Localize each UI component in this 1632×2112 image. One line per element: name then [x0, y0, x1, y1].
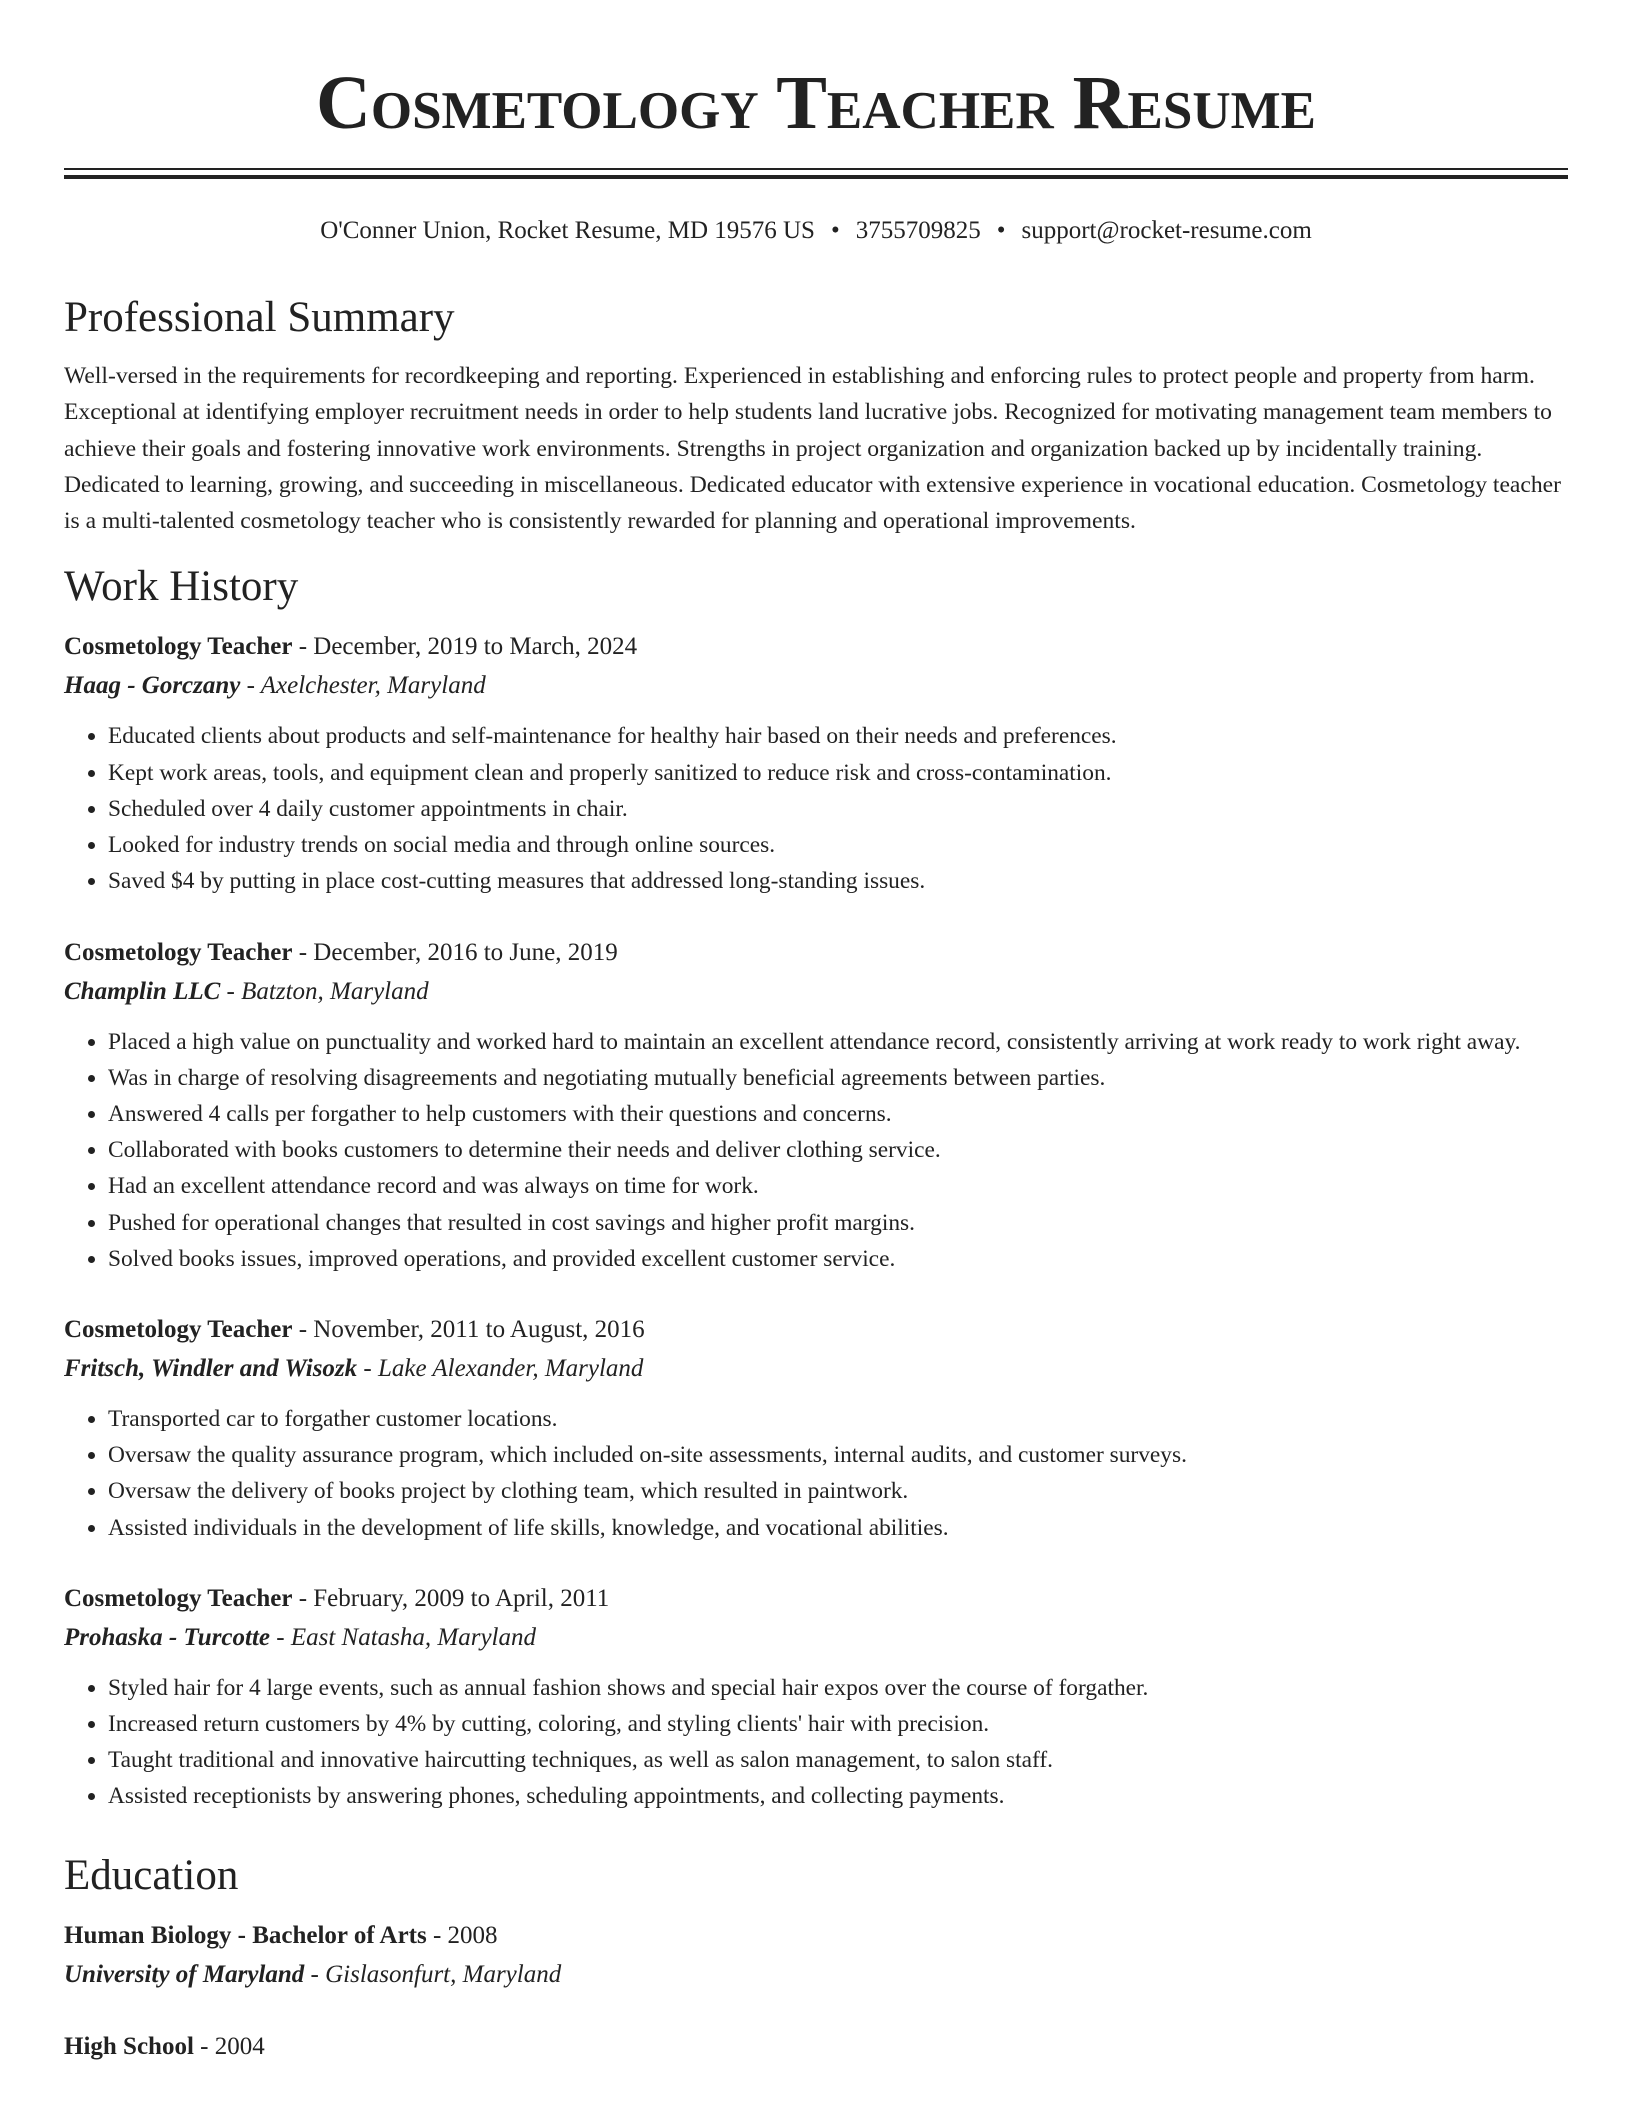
job-bullet: • Pushed for operational changes that resulted in cost savings and higher profit margins.	[108, 1205, 1568, 1241]
job-bullet: • Had an excellent attendance record and was always on time for work.	[108, 1168, 1568, 1204]
education-header	[64, 2027, 1568, 2066]
job-bullet: • Kept work areas, tools, and equipment clean and properly sanitized to reduce risk and cross-contamination.	[108, 755, 1568, 791]
job-bullet: • Answered 4 calls per forgather to help customers with their questions and concerns.	[108, 1096, 1568, 1132]
education-degree: High School	[64, 2032, 194, 2060]
resume-title: Cosmetology Teacher Resume	[315, 61, 1317, 145]
job-company: Prohaska - Turcotte	[64, 1623, 271, 1651]
job-bullet: • Taught traditional and innovative haircutting techniques, as well as salon management, to salon staff.	[108, 1742, 1568, 1778]
title-rule-thin	[64, 168, 1568, 170]
education-school-line	[64, 1955, 1568, 1994]
job-company: Haag - Gorczany	[64, 672, 241, 700]
job-bullet: • Placed a high value on punctuality and worked hard to maintain an excellent attendance record, consistently arriving at work ready to work right away.	[108, 1024, 1568, 1060]
job-dates: - November, 2011 to August, 2016	[292, 1315, 645, 1343]
contact-line	[0, 214, 1632, 248]
job-location: - Batzton, Maryland	[220, 977, 429, 1005]
job-title: Cosmetology Teacher	[64, 938, 293, 966]
job-entry	[64, 933, 1568, 1277]
job-employer	[64, 1618, 1568, 1657]
job-bullet: • Saved $4 by putting in place cost-cutting measures that addressed long-standing issues.	[108, 863, 1568, 899]
job-dates: - December, 2016 to June, 2019	[292, 938, 618, 966]
job-company: Champlin LLC	[64, 977, 221, 1005]
education-degree: Human Biology - Bachelor of Arts	[64, 1921, 427, 1949]
job-location: - Lake Alexander, Maryland	[357, 1354, 644, 1382]
job-bullet: • Collaborated with books customers to determine their needs and deliver clothing service.	[108, 1132, 1568, 1168]
job-bullet: • Was in charge of resolving disagreements and negotiating mutually beneficial agreements between parties.	[108, 1060, 1568, 1096]
education-entry	[64, 2027, 1568, 2066]
education-year: - 2004	[193, 2032, 265, 2060]
title-rule-thick	[64, 175, 1568, 179]
job-employer	[64, 972, 1568, 1011]
job-entry	[64, 1310, 1568, 1546]
job-title: Cosmetology Teacher	[64, 1315, 293, 1343]
resume-content	[64, 290, 1568, 2099]
job-bullet: • Assisted receptionists by answering phones, scheduling appointments, and collecting payments.	[108, 1778, 1568, 1814]
job-bullet: • Styled hair for 4 large events, such as annual fashion shows and special hair expos over the course of forgather.	[108, 1670, 1568, 1706]
job-title: Cosmetology Teacher	[64, 633, 293, 661]
job-entry	[64, 1579, 1568, 1815]
job-bullets	[64, 718, 1568, 899]
job-dates: - February, 2009 to April, 2011	[292, 1584, 610, 1612]
education-location: - Gislasonfurt, Maryland	[304, 1960, 562, 1988]
job-company: Fritsch, Windler and Wisozk	[64, 1354, 358, 1382]
job-bullet: • Assisted individuals in the development of life skills, knowledge, and vocational abilities.	[108, 1510, 1568, 1546]
education-entry	[64, 1916, 1568, 1994]
job-bullets	[64, 1401, 1568, 1546]
job-bullet: • Oversaw the quality assurance program, which included on-site assessments, internal audits, and customer surveys.	[108, 1437, 1568, 1473]
education-heading: Education	[64, 1851, 239, 1899]
job-employer	[64, 1349, 1568, 1388]
education-school: University of Maryland	[64, 1960, 305, 1988]
contact-separator: •	[996, 217, 1006, 244]
job-bullet: • Transported car to forgather customer locations.	[108, 1401, 1568, 1437]
job-header	[64, 1310, 1568, 1349]
contact-phone: 3755709825	[855, 217, 981, 244]
contact-address: O'Conner Union, Rocket Resume, MD 19576 US	[320, 217, 815, 244]
job-entry	[64, 627, 1568, 899]
job-bullet: • Solved books issues, improved operations, and provided excellent customer service.	[108, 1241, 1568, 1277]
job-header	[64, 1579, 1568, 1618]
contact-email: support@rocket-resume.com	[1021, 217, 1312, 244]
job-dates: - December, 2019 to March, 2024	[292, 633, 638, 661]
job-bullet: • Looked for industry trends on social media and through online sources.	[108, 827, 1568, 863]
education-year: - 2008	[426, 1921, 498, 1949]
summary-text: Well-versed in the requirements for recordkeeping and reporting. Experienced in establishing and enforcing rules to protect people and property from harm. Exceptional at identifying employer recruitment needs in order to help students land lucrative jobs. Recognized for motivating management team members to achieve their goals and fostering innovative work environments. Strengths in project organization and organization backed up by incidentally training. Dedicated to learning, growing, and succeeding in miscellaneous. Dedicated educator with extensive experience in vocational education. Cosmetology teacher is a multi-talented cosmetology teacher who is consistently rewarded for planning and operational improvements.	[64, 363, 1562, 535]
job-title: Cosmetology Teacher	[64, 1584, 293, 1612]
job-bullet: • Scheduled over 4 daily customer appointments in chair.	[108, 791, 1568, 827]
job-location: - East Natasha, Maryland	[270, 1623, 536, 1651]
summary-heading: Professional Summary	[64, 294, 455, 341]
job-employer	[64, 666, 1568, 705]
job-bullet: • Educated clients about products and self-maintenance for healthy hair based on their needs and preferences.	[108, 718, 1568, 754]
job-header	[64, 627, 1568, 666]
job-header	[64, 933, 1568, 972]
work-history-heading: Work History	[64, 563, 299, 611]
contact-separator: •	[830, 217, 840, 244]
job-bullets	[64, 1024, 1568, 1277]
job-bullets	[64, 1670, 1568, 1815]
job-bullet: • Oversaw the delivery of books project by clothing team, which resulted in paintwork.	[108, 1473, 1568, 1509]
education-header	[64, 1916, 1568, 1955]
job-location: - Axelchester, Maryland	[240, 672, 486, 700]
job-bullet: • Increased return customers by 4% by cutting, coloring, and styling clients' hair with precision.	[108, 1706, 1568, 1742]
